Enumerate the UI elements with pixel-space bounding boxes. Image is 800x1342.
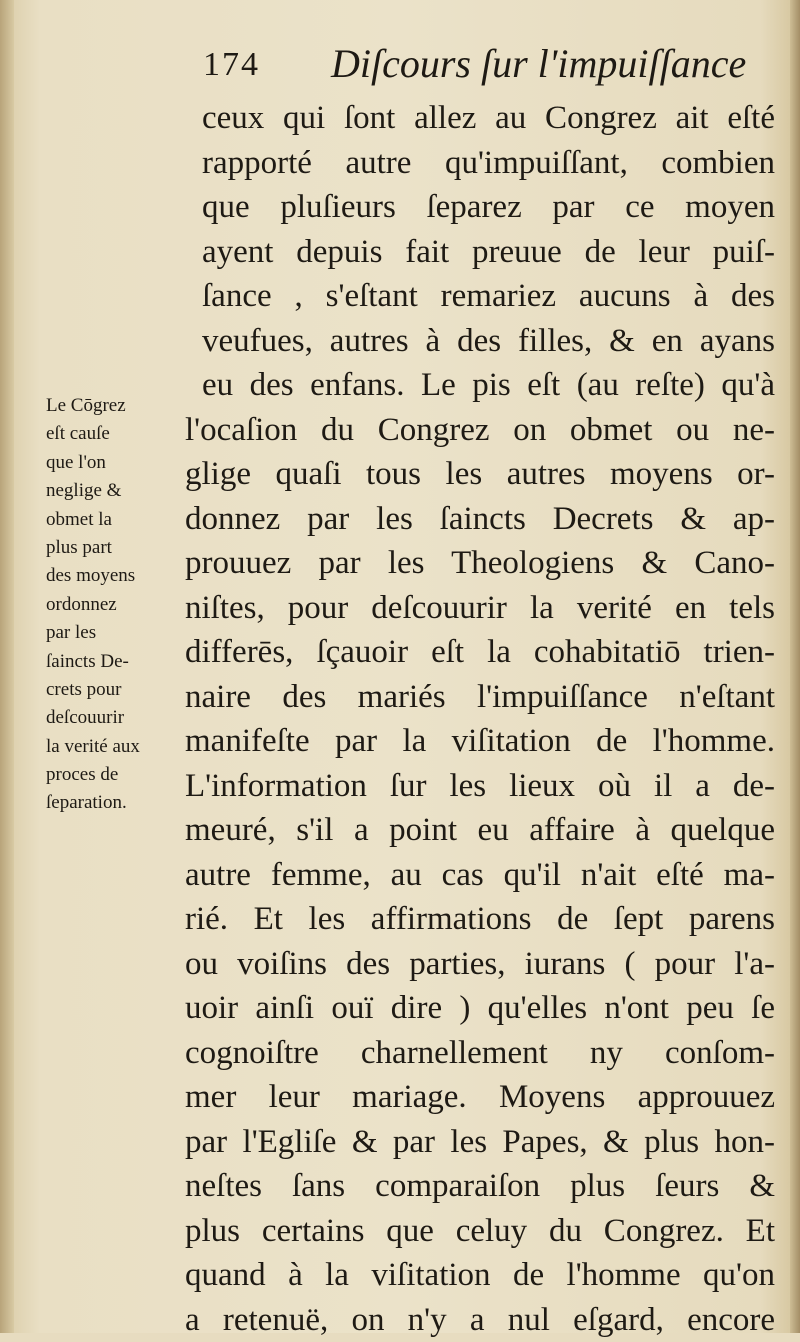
- text-line: ſance , s'eſtant remariez aucuns à des: [185, 274, 775, 319]
- text-line: mer leur mariage. Moyens approuuez: [185, 1075, 775, 1120]
- text-line: a retenuë, on n'y a nul eſgard, encore: [185, 1298, 775, 1342]
- page-number: 174: [203, 46, 260, 84]
- text-line: L'information ſur les lieux où il a de-: [185, 764, 775, 809]
- text-line: naire des mariés l'impuiſſance n'eſtant: [185, 675, 775, 720]
- text-line: rapporté autre qu'impuiſſant, combien: [185, 141, 775, 186]
- text-line: rié. Et les affirmations de ſept parens: [185, 897, 775, 942]
- text-line: niſtes, pour deſcouurir la verité en tels: [185, 586, 775, 631]
- text-line: donnez par les ſaincts Decrets & ap-: [185, 497, 775, 542]
- text-line: glige quaſi tous les autres moyens or-: [185, 452, 775, 497]
- margin-line: ſeparation.: [46, 789, 196, 817]
- text-line: que pluſieurs ſeparez par ce moyen: [185, 185, 775, 230]
- marginal-note: [46, 392, 196, 818]
- margin-line: Le Cōgrez: [46, 392, 196, 420]
- margin-line: obmet la: [46, 506, 196, 534]
- margin-line: par les: [46, 619, 196, 647]
- page-edge: [790, 0, 800, 1333]
- page-gutter: [0, 0, 14, 1333]
- margin-line: plus part: [46, 534, 196, 562]
- text-line: manifeſte par la viſitation de l'homme.: [185, 719, 775, 764]
- text-line: plus certains que celuy du Congrez. Et: [185, 1209, 775, 1254]
- text-line: uoir ainſi ouï dire ) qu'elles n'ont peu ſe: [185, 986, 775, 1031]
- margin-line: deſcouurir: [46, 704, 196, 732]
- text-line: meuré, s'il a point eu affaire à quelque: [185, 808, 775, 853]
- margin-line: des moyens: [46, 562, 196, 590]
- margin-line: neglige &: [46, 477, 196, 505]
- text-line: eu des enfans. Le pis eſt (au reſte) qu'à: [185, 363, 775, 408]
- margin-line: la verité aux: [46, 733, 196, 761]
- margin-line: ordonnez: [46, 591, 196, 619]
- text-line: neſtes ſans comparaiſon plus ſeurs &: [185, 1164, 775, 1209]
- running-header: [203, 38, 763, 94]
- text-line: l'ocaſion du Congrez on obmet ou ne-: [185, 408, 775, 453]
- running-title: Diſcours ſur l'impuiſſance: [331, 40, 746, 87]
- text-line: differēs, ſçauoir eſt la cohabitatiō trien-: [185, 630, 775, 675]
- margin-line: proces de: [46, 761, 196, 789]
- text-line: ou voiſins des parties, iurans ( pour l'a-: [185, 942, 775, 987]
- text-line: veufues, autres à des filles, & en ayans: [185, 319, 775, 364]
- text-line: ayent depuis fait preuue de leur puiſ-: [185, 230, 775, 275]
- text-line: quand à la viſitation de l'homme qu'on: [185, 1253, 775, 1298]
- margin-line: crets pour: [46, 676, 196, 704]
- main-text-block: [185, 96, 775, 1342]
- margin-line: ſaincts De-: [46, 648, 196, 676]
- text-line: cognoiſtre charnellement ny conſom-: [185, 1031, 775, 1076]
- text-line: par l'Egliſe & par les Papes, & plus hon-: [185, 1120, 775, 1165]
- margin-line: eſt cauſe: [46, 420, 196, 448]
- margin-line: que l'on: [46, 449, 196, 477]
- text-line: ceux qui ſont allez au Congrez ait eſté: [185, 96, 775, 141]
- text-line: prouuez par les Theologiens & Cano-: [185, 541, 775, 586]
- text-line: autre femme, au cas qu'il n'ait eſté ma-: [185, 853, 775, 898]
